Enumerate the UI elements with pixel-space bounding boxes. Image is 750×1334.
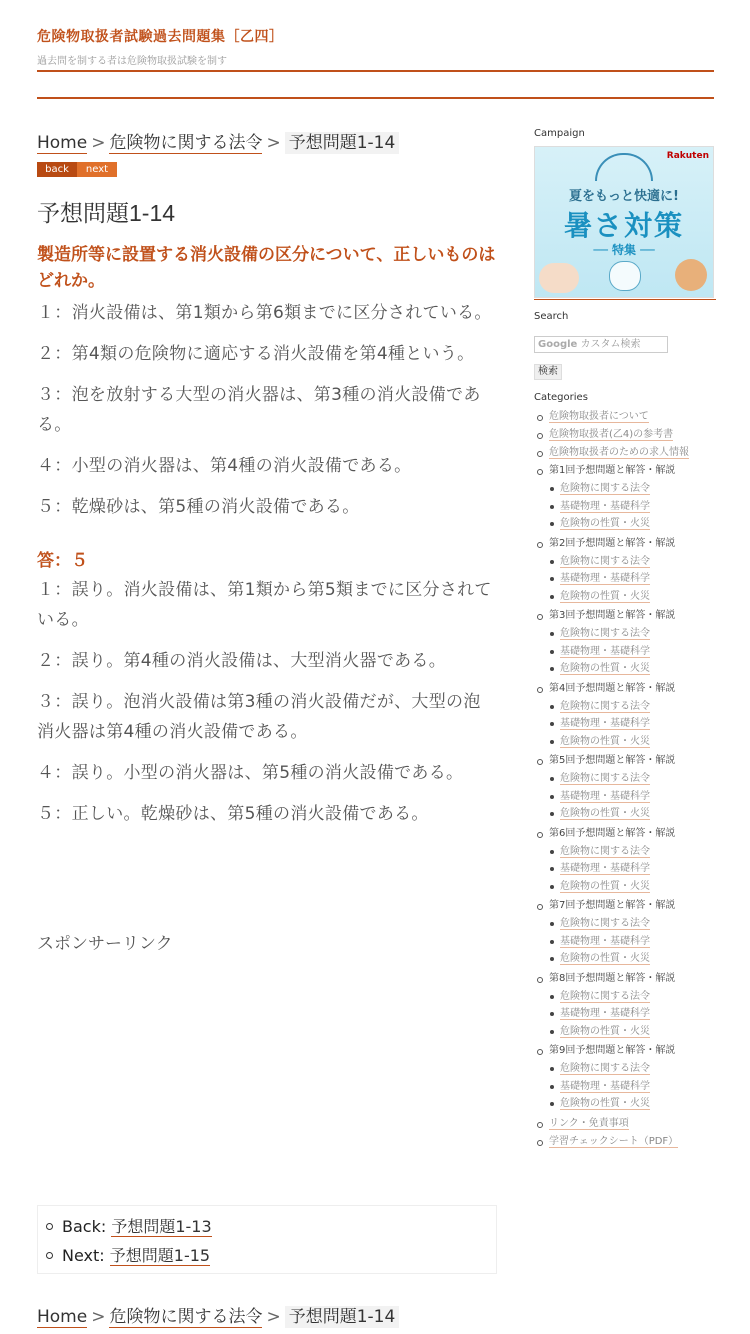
subcategory-item[interactable]	[534, 1023, 716, 1041]
category-label: 第5回予想問題と解答・解説	[549, 755, 676, 766]
next-button[interactable]: next	[77, 162, 117, 177]
question-text: 製造所等に設置する消火設備の区分について、正しいものはどれか。	[37, 245, 496, 291]
back-button[interactable]: back	[37, 162, 77, 177]
subcategory-label: 危険物の性質・火災	[560, 663, 650, 674]
subcategory-item[interactable]	[534, 715, 716, 733]
search-button[interactable]: 検索	[534, 364, 562, 380]
category-item[interactable]	[534, 1133, 716, 1151]
explanation-item: ３：誤り。泡消火設備は第3種の消火設備だが、大型の泡消火器は第4種の消火設備である。	[37, 692, 481, 742]
category-label: 第7回予想問題と解答・解説	[549, 900, 676, 911]
subcategory-item[interactable]	[534, 698, 716, 716]
category-label: リンク・免責事項	[549, 1117, 629, 1129]
breadcrumb-separator: >	[91, 1307, 106, 1327]
subcategory-label: 基礎物理・基礎科学	[560, 790, 650, 802]
category-label: 第1回予想問題と解答・解説	[549, 465, 676, 476]
subcategory-item[interactable]	[534, 588, 716, 606]
post-nav-next	[46, 1241, 496, 1270]
subcategory-item[interactable]	[534, 570, 716, 588]
category-label: 第6回予想問題と解答・解説	[549, 827, 676, 839]
post-navigation	[37, 1205, 497, 1274]
subcategory-label: 危険物の性質・火災	[560, 880, 650, 892]
subcategory-label: 基礎物理・基礎科学	[560, 718, 650, 729]
banner-line1: 夏をもっと快適に!	[569, 189, 679, 204]
category-item[interactable]	[534, 1115, 716, 1133]
breadcrumb-current: 予想問題1-14	[285, 132, 400, 154]
subcategory-label: 基礎物理・基礎科学	[560, 500, 650, 512]
category-item[interactable]	[534, 752, 716, 770]
subcategory-label: 危険物に関する法令	[560, 845, 650, 857]
subcategory-label: 危険物に関する法令	[560, 483, 650, 494]
category-item[interactable]	[534, 607, 716, 625]
site-header	[37, 26, 714, 67]
subcategory-item[interactable]	[534, 1060, 716, 1078]
category-label: 第3回予想問題と解答・解説	[549, 610, 676, 621]
category-label: 第4回予想問題と解答・解説	[549, 682, 676, 694]
category-label: 第9回予想問題と解答・解説	[549, 1045, 676, 1056]
subcategory-item[interactable]	[534, 860, 716, 878]
site-description: 過去問を制する者は危険物取扱試験を制す	[37, 56, 227, 67]
subcategory-item[interactable]	[534, 843, 716, 861]
category-label: 危険物取扱者について	[549, 411, 649, 422]
subcategory-label: 危険物に関する法令	[560, 773, 650, 784]
subcategory-item[interactable]	[534, 770, 716, 788]
category-label: 第2回予想問題と解答・解説	[549, 537, 676, 549]
category-item[interactable]	[534, 535, 716, 553]
bear-icon	[609, 261, 641, 291]
subcategory-item[interactable]	[534, 498, 716, 516]
rakuten-logo: Rakuten	[666, 151, 709, 161]
answer-text: 答：５	[37, 551, 88, 571]
option-item: ２：第4類の危険物に適応する消火設備を第4種という。	[37, 344, 475, 364]
breadcrumb-home-link[interactable]: Home	[37, 1307, 88, 1327]
option-list	[37, 298, 497, 522]
category-list	[534, 408, 716, 1151]
category-label: 学習チェックシート（PDF）	[549, 1135, 679, 1147]
subcategory-item[interactable]	[534, 643, 716, 661]
category-label: 第8回予想問題と解答・解説	[549, 972, 676, 984]
site-title[interactable]: 危険物取扱者試験過去問題集［乙四］	[37, 29, 284, 45]
subcategory-item[interactable]	[534, 805, 716, 823]
subcategory-label: 基礎物理・基礎科学	[560, 1008, 650, 1019]
category-item[interactable]	[534, 426, 716, 444]
subcategory-item[interactable]	[534, 788, 716, 806]
post-nav-back	[46, 1212, 496, 1241]
explanation-item: ２：誤り。第4種の消火設備は、大型消火器である。	[37, 651, 447, 671]
sidebar	[534, 128, 716, 1151]
categories-heading: Categories	[534, 392, 588, 403]
banner-line2: 暑さ対策	[563, 209, 684, 242]
post-nav-next-label: Next:	[62, 1246, 105, 1265]
header-divider	[37, 70, 714, 72]
subcategory-item[interactable]	[534, 988, 716, 1006]
category-label: 危険物取扱者のための求人情報	[549, 447, 689, 458]
breadcrumb-separator: >	[266, 1307, 281, 1327]
breadcrumb-current: 予想問題1-14	[285, 1306, 400, 1328]
explanation-item: ５：正しい。乾燥砂は、第5種の消火設備である。	[37, 804, 429, 824]
subcategory-item[interactable]	[534, 933, 716, 951]
campaign-banner[interactable]	[534, 146, 714, 298]
breadcrumb	[37, 128, 497, 153]
girl-image	[539, 263, 579, 293]
sidebar-divider	[534, 299, 716, 300]
categories	[534, 392, 716, 1151]
subcategory-label: 危険物に関する法令	[560, 1063, 650, 1074]
explanation-list	[37, 575, 497, 829]
subcategory-label: 危険物の性質・火災	[560, 1098, 650, 1109]
search-placeholder: カスタム検索	[580, 339, 641, 350]
breadcrumb-category-link[interactable]: 危険物に関する法令	[109, 1307, 263, 1327]
subcategory-item[interactable]	[534, 733, 716, 751]
subcategory-label: 危険物に関する法令	[560, 700, 650, 712]
subcategory-label: 危険物に関する法令	[560, 918, 650, 929]
category-item[interactable]	[534, 897, 716, 915]
subcategory-label: 基礎物理・基礎科学	[560, 935, 650, 947]
search-heading: Search	[534, 311, 569, 322]
subcategory-label: 危険物に関する法令	[560, 555, 650, 567]
post-nav-back-link[interactable]: 予想問題1-13	[111, 1217, 212, 1236]
category-item[interactable]	[534, 680, 716, 698]
subcategory-label: 危険物の性質・火災	[560, 953, 650, 964]
category-item[interactable]	[534, 1042, 716, 1060]
subcategory-label: 危険物の性質・火災	[560, 808, 650, 819]
subcategory-item[interactable]	[534, 1005, 716, 1023]
page-title: 予想問題1-14	[37, 200, 176, 226]
subcategory-label: 危険物に関する法令	[560, 628, 650, 639]
subcategory-item[interactable]	[534, 1095, 716, 1113]
sponsor-label: スポンサーリンク	[37, 934, 173, 954]
breadcrumb-bottom	[37, 1302, 399, 1327]
explanation-item: １：誤り。消火設備は、第1類から第5類までに区分されている。	[37, 580, 492, 630]
subcategory-label: 基礎物理・基礎科学	[560, 645, 650, 657]
subcategory-item[interactable]	[534, 625, 716, 643]
main-content	[37, 128, 497, 954]
post-nav-next-link[interactable]: 予想問題1-15	[109, 1246, 211, 1265]
pager	[37, 162, 497, 177]
subcategory-item[interactable]	[534, 878, 716, 896]
breadcrumb-category-link[interactable]: 危険物に関する法令	[109, 133, 263, 153]
banner-line3: ── 特集 ──	[593, 243, 655, 257]
subcategory-label: 基礎物理・基礎科学	[560, 1080, 650, 1092]
dog-image	[675, 259, 707, 291]
subcategory-label: 危険物に関する法令	[560, 990, 650, 1002]
post-nav-back-label: Back:	[62, 1217, 107, 1236]
subcategory-item[interactable]	[534, 480, 716, 498]
subcategory-label: 危険物の性質・火災	[560, 1025, 650, 1037]
sun-icon	[595, 153, 653, 181]
category-item[interactable]	[534, 462, 716, 480]
subcategory-item[interactable]	[534, 515, 716, 533]
option-item: ４：小型の消火器は、第4種の消火設備である。	[37, 456, 412, 476]
breadcrumb-separator: >	[91, 133, 106, 153]
subcategory-item[interactable]	[534, 950, 716, 968]
breadcrumb-home-link[interactable]: Home	[37, 133, 88, 153]
campaign-heading: Campaign	[534, 128, 585, 139]
subcategory-item[interactable]	[534, 553, 716, 571]
category-item[interactable]	[534, 444, 716, 462]
explanation-item: ４：誤り。小型の消火器は、第5種の消火設備である。	[37, 763, 464, 783]
option-item: ５：乾燥砂は、第5種の消火設備である。	[37, 497, 360, 517]
subcategory-label: 危険物の性質・火災	[560, 590, 650, 602]
google-logo: Google	[538, 339, 578, 350]
category-item[interactable]	[534, 408, 716, 426]
option-item: ３：泡を放射する大型の消火器は、第3種の消火設備である。	[37, 385, 481, 435]
category-label: 危険物取扱者(乙4)の参考書	[549, 429, 674, 440]
category-item[interactable]	[534, 825, 716, 843]
subcategory-label: 基礎物理・基礎科学	[560, 573, 650, 584]
search-input[interactable]	[534, 336, 668, 353]
subcategory-item[interactable]	[534, 915, 716, 933]
option-item: １：消火設備は、第1類から第6類までに区分されている。	[37, 303, 492, 323]
subcategory-item[interactable]	[534, 660, 716, 678]
nav-divider	[37, 97, 714, 99]
subcategory-item[interactable]	[534, 1078, 716, 1096]
breadcrumb-separator: >	[266, 133, 281, 153]
subcategory-label: 基礎物理・基礎科学	[560, 863, 650, 874]
subcategory-label: 危険物の性質・火災	[560, 735, 650, 747]
category-item[interactable]	[534, 970, 716, 988]
subcategory-label: 危険物の性質・火災	[560, 518, 650, 529]
